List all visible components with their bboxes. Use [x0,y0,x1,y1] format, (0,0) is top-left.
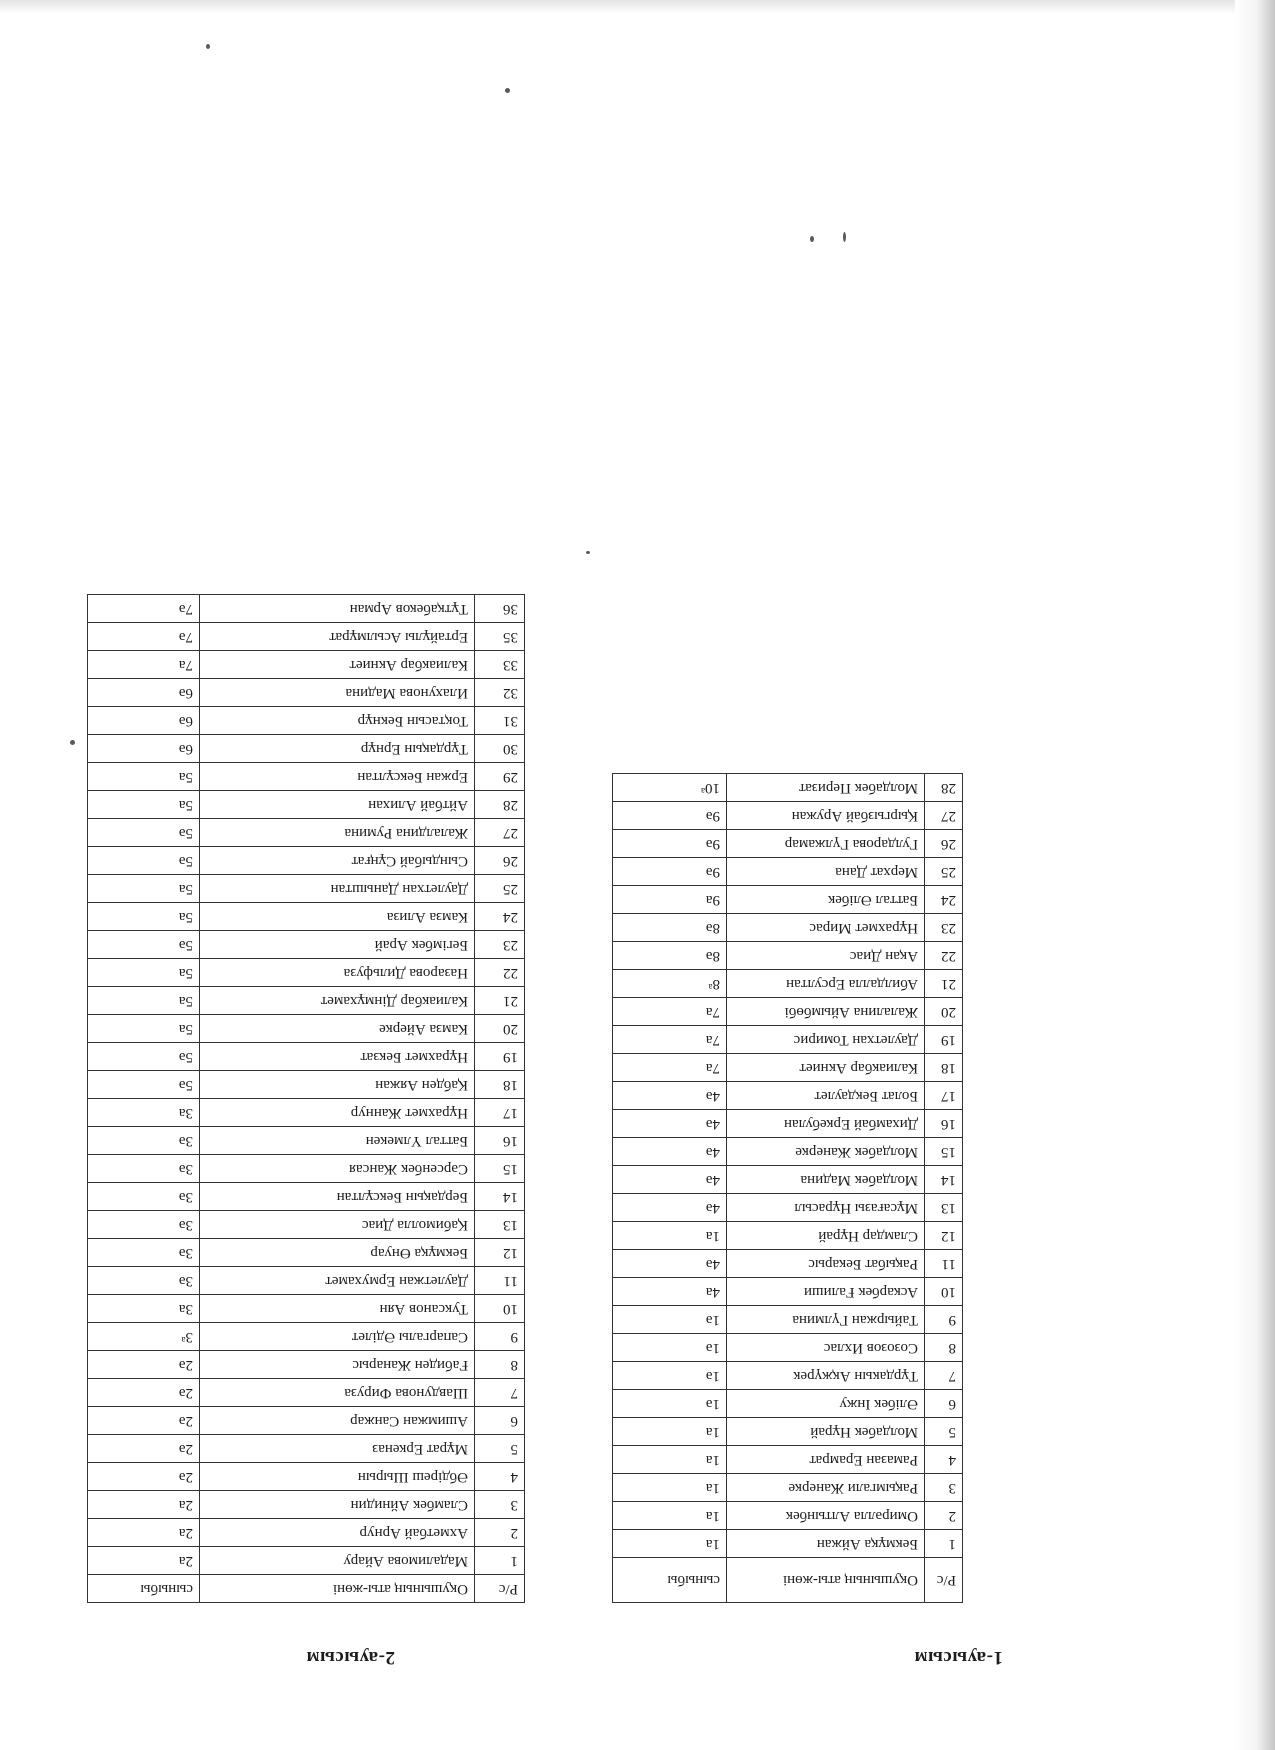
student-name: Калиакбар Акниет [200,651,475,679]
table-row [613,1054,963,1082]
table-row [88,791,525,819]
student-name: Бердақын Бексұлтан [200,1183,475,1211]
group2-table [87,594,525,1603]
row-number: 21 [475,987,525,1015]
student-name: Омирәлла Алтынбек [727,1502,925,1530]
table-row [88,1323,525,1351]
table-row [88,847,525,875]
student-name: Рақыбат Бекарыс [727,1250,925,1278]
class-label: 4ә [613,1166,727,1194]
class-label: 10ᵃ [613,774,727,802]
row-number: 2 [925,1502,963,1530]
class-label: 7ә [88,595,200,623]
class-label: 1а [613,1222,727,1250]
class-label: 2ә [88,1351,200,1379]
student-name: Әбдіреш Шырын [200,1463,475,1491]
table-row [88,707,525,735]
row-number: 20 [925,998,963,1026]
table-row [88,735,525,763]
row-number: 23 [475,931,525,959]
table-row [88,1267,525,1295]
class-label: 5ә [88,819,200,847]
class-label: 5ә [88,1043,200,1071]
student-name: Бекмұқа Өнуар [200,1239,475,1267]
group1-table [612,773,963,1603]
table-row [88,987,525,1015]
table-row [613,1250,963,1278]
table-row [613,830,963,858]
row-number: 19 [925,1026,963,1054]
table-row [613,970,963,998]
table-row [88,763,525,791]
row-number: 13 [925,1194,963,1222]
table-row [88,1379,525,1407]
student-name: Камза Айерке [200,1015,475,1043]
group1-heading: 1-ауысым [914,1647,1003,1668]
class-label: 1ә [613,1362,727,1390]
row-number: 18 [925,1054,963,1082]
table-row [88,1295,525,1323]
row-number: 28 [925,774,963,802]
table-row [613,1278,963,1306]
table-row [613,998,963,1026]
class-label: 7а [613,998,727,1026]
student-name: Әлібек Інжу [727,1390,925,1418]
class-label: 2а [88,1519,200,1547]
table-row [88,1351,525,1379]
row-number: 1 [475,1547,525,1575]
class-label: 2ә [88,1407,200,1435]
row-number: 33 [475,651,525,679]
row-number: 4 [925,1446,963,1474]
table-row [88,679,525,707]
student-name: Рамазан Ерамрат [727,1446,925,1474]
row-number: 27 [475,819,525,847]
table-row [613,1138,963,1166]
student-name: Ашимжан Санжар [200,1407,475,1435]
student-name: Ержан Бексұлтан [200,763,475,791]
student-name: Калиакбар Дінмұхамет [200,987,475,1015]
row-number: 3 [475,1491,525,1519]
row-number: 15 [475,1155,525,1183]
table-row [613,802,963,830]
class-label: 5а [88,987,200,1015]
group1-table-body [613,774,963,1558]
row-number: 5 [925,1418,963,1446]
table-row [88,1043,525,1071]
row-number: 6 [475,1407,525,1435]
table-row [88,595,525,623]
class-label: 7а [88,651,200,679]
class-label: 2ә [88,1463,200,1491]
student-name: Созозов Ихлас [727,1334,925,1362]
student-name: Рақымгали Жанерке [727,1474,925,1502]
student-name: Нұрахмет Мирас [727,914,925,942]
table-row [613,1530,963,1558]
row-number: 10 [925,1278,963,1306]
row-number: 1 [925,1530,963,1558]
class-label: 9ә [613,830,727,858]
group2-table-header [88,1575,525,1603]
student-name: Даулетхан Даныштан [200,875,475,903]
row-number: 5 [475,1435,525,1463]
row-number: 25 [925,858,963,886]
class-label: 3а [88,1099,200,1127]
class-label: 1а [613,1474,727,1502]
table-row [613,1026,963,1054]
table-row [88,1183,525,1211]
row-number: 35 [475,623,525,651]
row-number: 21 [925,970,963,998]
row-number: 10 [475,1295,525,1323]
table-row [88,1211,525,1239]
class-label: 9а [613,886,727,914]
student-name: Мұрат Еркеназ [200,1435,475,1463]
row-number: 24 [475,903,525,931]
student-name: Абилдалла Ерсултан [727,970,925,998]
row-number: 13 [475,1211,525,1239]
class-label: 5а [88,791,200,819]
table-row [88,1435,525,1463]
row-number: 25 [475,875,525,903]
student-name: Жалалина Айымбөбі [727,998,925,1026]
class-column-header: сыныбы [613,1558,727,1603]
row-number: 30 [475,735,525,763]
row-number: 9 [475,1323,525,1351]
class-label: 4ә [613,1194,727,1222]
row-number: 14 [925,1166,963,1194]
table-row [88,1463,525,1491]
row-number: 2 [475,1519,525,1547]
student-name: Бекмұқа Айжан [727,1530,925,1558]
student-name: Сындыбай Сұңғат [200,847,475,875]
table-row [88,1239,525,1267]
table-row [613,1166,963,1194]
row-number: 26 [475,847,525,875]
student-name: Камза Ализа [200,903,475,931]
row-number: 28 [475,791,525,819]
table-row [88,1547,525,1575]
class-label: 4ә [613,1082,727,1110]
table-row [613,1502,963,1530]
class-label: 7а [613,1026,727,1054]
table-row [88,1071,525,1099]
row-number: 9 [925,1306,963,1334]
table-row [613,858,963,886]
class-label: 5а [88,763,200,791]
student-name: Сламдар Нұрай [727,1222,925,1250]
table-row [88,1155,525,1183]
table-row [613,886,963,914]
class-label: 5а [88,875,200,903]
class-label: 3ә [88,1155,200,1183]
class-label: 2а [88,1547,200,1575]
student-name: Ахметбай Арнур [200,1519,475,1547]
student-name: Мадалимова Айару [200,1547,475,1575]
student-name: Ақан Диас [727,942,925,970]
student-name: Баттал Әлібек [727,886,925,914]
row-number: 17 [475,1099,525,1127]
student-name: Назарова Дильфуза [200,959,475,987]
class-label: 6ә [88,707,200,735]
class-label: 2ә [88,1435,200,1463]
student-name: Сапаргалы Әділет [200,1323,475,1351]
row-number: 20 [475,1015,525,1043]
student-name: Нұрахмет Жаннур [200,1099,475,1127]
class-label: 4ә [613,1250,727,1278]
name-column-header: Оқушының аты-жөні [727,1558,925,1603]
class-label: 3ә [88,1267,200,1295]
row-number: 3 [925,1474,963,1502]
student-name: Сламбек Айнидин [200,1491,475,1519]
row-number: 7 [925,1362,963,1390]
table-row [613,1390,963,1418]
student-name: Аскарбек Ғалиши [727,1278,925,1306]
class-label: 3ә [88,1183,200,1211]
class-label: 1ә [613,1306,727,1334]
row-number: 29 [475,763,525,791]
student-name: Молдабек Мадина [727,1166,925,1194]
class-label: 4а [613,1278,727,1306]
row-number: 4 [475,1463,525,1491]
student-name: Тоқтасын Бекнұр [200,707,475,735]
table-row [613,1194,963,1222]
class-label: 8ә [613,914,727,942]
row-number: 8 [475,1351,525,1379]
row-number: 23 [925,914,963,942]
table-row [613,914,963,942]
row-number: 18 [475,1071,525,1099]
class-label: 1ә [613,1390,727,1418]
class-label: 2а [88,1491,200,1519]
group1-table-header [613,1558,963,1603]
class-label: 2ә [88,1379,200,1407]
student-name: Даулетжан Ермухамет [200,1267,475,1295]
student-name: Нұрахмет Бекзат [200,1043,475,1071]
class-label: 3ә [88,1127,200,1155]
row-number: 16 [925,1110,963,1138]
table-row [88,875,525,903]
row-number: 11 [925,1250,963,1278]
student-name: Тұрдақын Ернұр [200,735,475,763]
row-number: 31 [475,707,525,735]
student-name: Даулетхан Томирис [727,1026,925,1054]
student-name: Қабден Аяжан [200,1071,475,1099]
student-name: Мұсағазы Нұрасыл [727,1194,925,1222]
class-label: 5ә [88,847,200,875]
table-row [613,1110,963,1138]
table-row [613,1082,963,1110]
class-label: 9ә [613,858,727,886]
student-name: Туксанов Аян [200,1295,475,1323]
row-number: 12 [475,1239,525,1267]
row-number: 19 [475,1043,525,1071]
row-number: 16 [475,1127,525,1155]
table-row [88,1491,525,1519]
name-column-header: Оқушының аты-жөні [200,1575,475,1603]
class-label: 4ә [613,1110,727,1138]
class-label: 5ә [88,931,200,959]
student-name: Шавдунова Фируза [200,1379,475,1407]
table-row [613,1334,963,1362]
class-label: 1а [613,1502,727,1530]
class-label: 1ә [613,1334,727,1362]
student-name: Айтбай Алихан [200,791,475,819]
row-number: 36 [475,595,525,623]
table-row [613,942,963,970]
student-name: Баттал Үлмекен [200,1127,475,1155]
table-row [88,651,525,679]
number-column-header: Р/с [475,1575,525,1603]
table-row [88,1099,525,1127]
class-label: 6ә [88,679,200,707]
student-name: Калиакбар Акниет [727,1054,925,1082]
row-number: 17 [925,1082,963,1110]
class-label: 7а [613,1054,727,1082]
row-number: 32 [475,679,525,707]
student-name: Молдабек Жанерке [727,1138,925,1166]
row-number: 7 [475,1379,525,1407]
student-name: Ғабиден Жанарыс [200,1351,475,1379]
table-row [88,1127,525,1155]
table-row [88,931,525,959]
class-column-header: сыныбы [88,1575,200,1603]
class-label: 1а [613,1530,727,1558]
class-label: 3ә [88,1239,200,1267]
table-row [613,1418,963,1446]
row-number: 11 [475,1267,525,1295]
row-number: 27 [925,802,963,830]
table-row [88,1519,525,1547]
student-name: Бегімбек Арай [200,931,475,959]
group2-heading: 2-ауысым [306,1647,395,1668]
student-name: Тайыржан Гүлмина [727,1306,925,1334]
class-label: 5ә [88,1071,200,1099]
table-row [88,819,525,847]
student-name: Қыргызбай Аружан [727,802,925,830]
student-name: Сәрсенбек Жансая [200,1155,475,1183]
student-name: Гулдарова Гүлжамар [727,830,925,858]
row-number: 14 [475,1183,525,1211]
class-label: 3а [88,1295,200,1323]
table-row [613,1306,963,1334]
table-row [613,1222,963,1250]
row-number: 22 [475,959,525,987]
row-number: 26 [925,830,963,858]
row-number: 24 [925,886,963,914]
row-number: 15 [925,1138,963,1166]
table-row [613,774,963,802]
table-row [88,1015,525,1043]
group2-table-body [88,595,525,1575]
student-name: Мерхат Дана [727,858,925,886]
table-row [88,959,525,987]
class-label: 8ә [613,942,727,970]
student-name: Молдабек Нұрай [727,1418,925,1446]
student-name: Дихамбай Еркебулан [727,1110,925,1138]
table-row [613,1362,963,1390]
class-label: 1а [613,1446,727,1474]
student-name: Ертайұлы Асылмұрат [200,623,475,651]
class-label: 3ә [88,1211,200,1239]
row-number: 8 [925,1334,963,1362]
student-name: Қабимолла Диас [200,1211,475,1239]
class-label: 5а [88,1015,200,1043]
student-name: Тұтқабеков Арман [200,595,475,623]
student-name: Болат Бекдаулет [727,1082,925,1110]
class-label: 5а [88,959,200,987]
table-row [88,623,525,651]
class-label: 5а [88,903,200,931]
number-column-header: Р/с [925,1558,963,1603]
table-row [613,1474,963,1502]
class-label: 1а [613,1418,727,1446]
row-number: 6 [925,1390,963,1418]
class-label: 7ә [88,623,200,651]
class-label: 3ᵃ [88,1323,200,1351]
class-label: 4ә [613,1138,727,1166]
table-row [88,903,525,931]
student-name: Жалалдина Румина [200,819,475,847]
student-name: Молдабек Перизат [727,774,925,802]
student-name: Илахунова Мадина [200,679,475,707]
class-label: 8ᵃ [613,970,727,998]
table-row [88,1407,525,1435]
table-row [613,1446,963,1474]
class-label: 6ә [88,735,200,763]
row-number: 22 [925,942,963,970]
student-name: Тұрдакын Ақжүрек [727,1362,925,1390]
row-number: 12 [925,1222,963,1250]
class-label: 9ә [613,802,727,830]
